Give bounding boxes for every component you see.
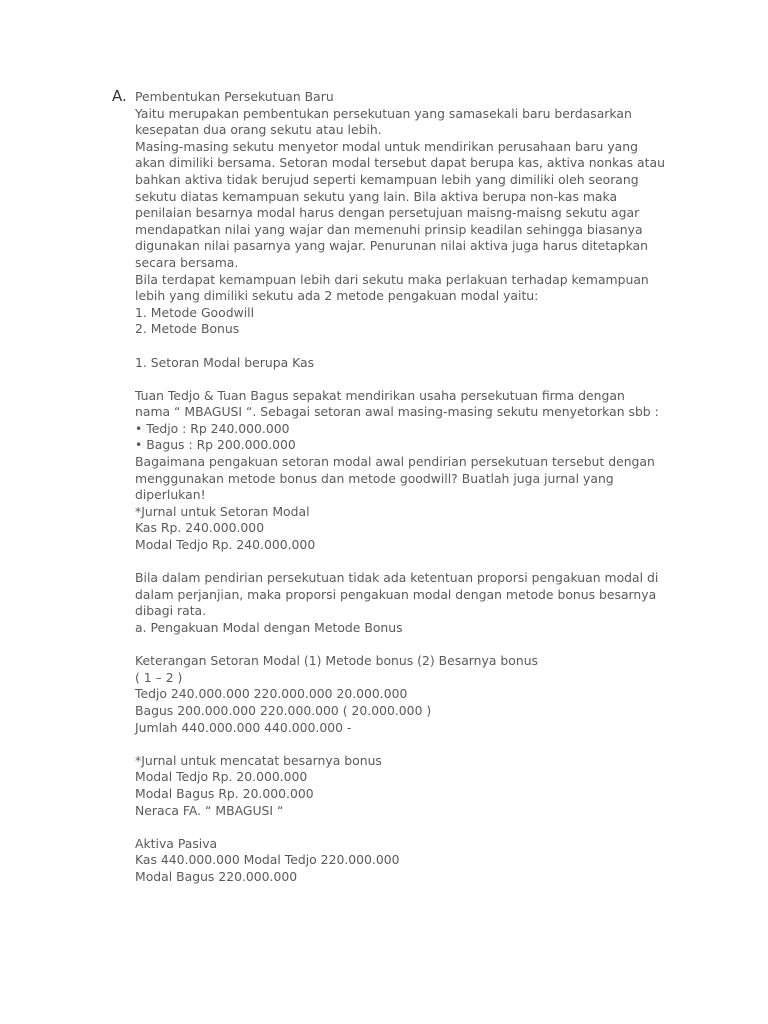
text-line: bahkan aktiva tidak berujud seperti kemampuan lebih yang dimiliki oleh seorang — [135, 171, 639, 187]
text-line: *Jurnal untuk mencatat besarnya bonus — [135, 752, 382, 768]
blank-line — [135, 338, 695, 355]
text-line: Kas Rp. 240.000.000 — [135, 520, 265, 536]
text-line: Yaitu merupakan pembentukan persekutuan yang samasekali baru berdasarkan — [135, 105, 632, 121]
text-line: *Jurnal untuk Setoran Modal — [135, 503, 310, 519]
section-marker: A. — [112, 87, 127, 105]
text-line: Kas 440.000.000 Modal Tedjo 220.000.000 — [135, 852, 400, 868]
text-line: 2. Metode Bonus — [135, 321, 240, 337]
text-line: Aktiva Pasiva — [135, 835, 218, 851]
text-line: ( 1 – 2 ) — [135, 669, 183, 685]
blank-line — [135, 819, 695, 836]
blank-line — [135, 736, 695, 753]
text-line: Tuan Tedjo & Tuan Bagus sepakat mendirikan usaha persekutuan firma dengan — [135, 387, 625, 403]
text-line: Jumlah 440.000.000 440.000.000 - — [135, 719, 352, 735]
text-line: lebih yang dimiliki sekutu ada 2 metode pengakuan modal yaitu: — [135, 288, 539, 304]
text-line: Pembentukan Persekutuan Baru — [135, 89, 334, 104]
blank-line — [135, 554, 695, 571]
text-line: Modal Tedjo Rp. 20.000.000 — [135, 769, 308, 785]
blank-line — [135, 637, 695, 654]
text-line: Neraca FA. “ MBAGUSI “ — [135, 802, 284, 818]
text-line: • Bagus : Rp 200.000.000 — [135, 437, 296, 453]
text-line: secara bersama. — [135, 254, 239, 270]
text-line: sekutu diatas kemampuan sekutu yang lain. Bila aktiva berupa non-kas maka — [135, 188, 618, 204]
text-line: a. Pengakuan Modal dengan Metode Bonus — [135, 620, 403, 635]
text-line: 1. Setoran Modal berupa Kas — [135, 354, 315, 370]
text-line: mendapatkan nilai yang wajar dan memenuhi prinsip keadilan sehingga biasanya — [135, 221, 643, 237]
text-line: • Tedjo : Rp 240.000.000 — [135, 420, 290, 436]
text-line: Modal Bagus Rp. 20.000.000 — [135, 785, 314, 801]
text-line: dibagi rata. — [135, 603, 207, 619]
text-line: dalam perjanjian, maka proporsi pengakuan modal dengan metode bonus besarnya — [135, 586, 657, 602]
text-line: nama “ MBAGUSI “. Sebagai setoran awal masing-masing sekutu menyetorkan sbb : — [135, 404, 659, 420]
text-line: Bagus 200.000.000 220.000.000 ( 20.000.000 ) — [135, 702, 432, 718]
text-line: Masing-masing sekutu menyetor modal untuk mendirikan perusahaan baru yang — [135, 138, 638, 154]
text-line: Bila dalam pendirian persekutuan tidak ada ketentuan proporsi pengakuan modal di — [135, 570, 659, 586]
text-line: digunakan nilai pasarnya yang wajar. Penurunan nilai aktiva juga harus ditetapkan — [135, 238, 648, 254]
text-line: penilaian besarnya modal harus dengan persetujuan maisng-maisng sekutu agar — [135, 205, 640, 221]
text-line: Bagaimana pengakuan setoran modal awal pendirian persekutuan tersebut dengan — [135, 454, 655, 470]
text-line: diperlukan! — [135, 487, 206, 503]
text-line: Keterangan Setoran Modal (1) Metode bonus (2) Besarnya bonus — [135, 653, 538, 669]
text-line: akan dimiliki bersama. Setoran modal tersebut dapat berupa kas, aktiva nonkas atau — [135, 155, 665, 171]
text-line: Modal Bagus 220.000.000 — [135, 868, 298, 884]
text-line: Modal Tedjo Rp. 240.000.000 — [135, 537, 316, 553]
blank-line — [135, 371, 695, 388]
document-body — [135, 89, 695, 886]
text-line: menggunakan metode bonus dan metode goodwill? Buatlah juga jurnal yang — [135, 470, 614, 486]
text-line: Bila terdapat kemampuan lebih dari sekutu maka perlakuan terhadap kemampuan — [135, 271, 649, 287]
text-line: 1. Metode Goodwill — [135, 304, 255, 320]
text-line: kesepatan dua orang sekutu atau lebih. — [135, 122, 382, 138]
text-line: Tedjo 240.000.000 220.000.000 20.000.000 — [135, 686, 408, 702]
